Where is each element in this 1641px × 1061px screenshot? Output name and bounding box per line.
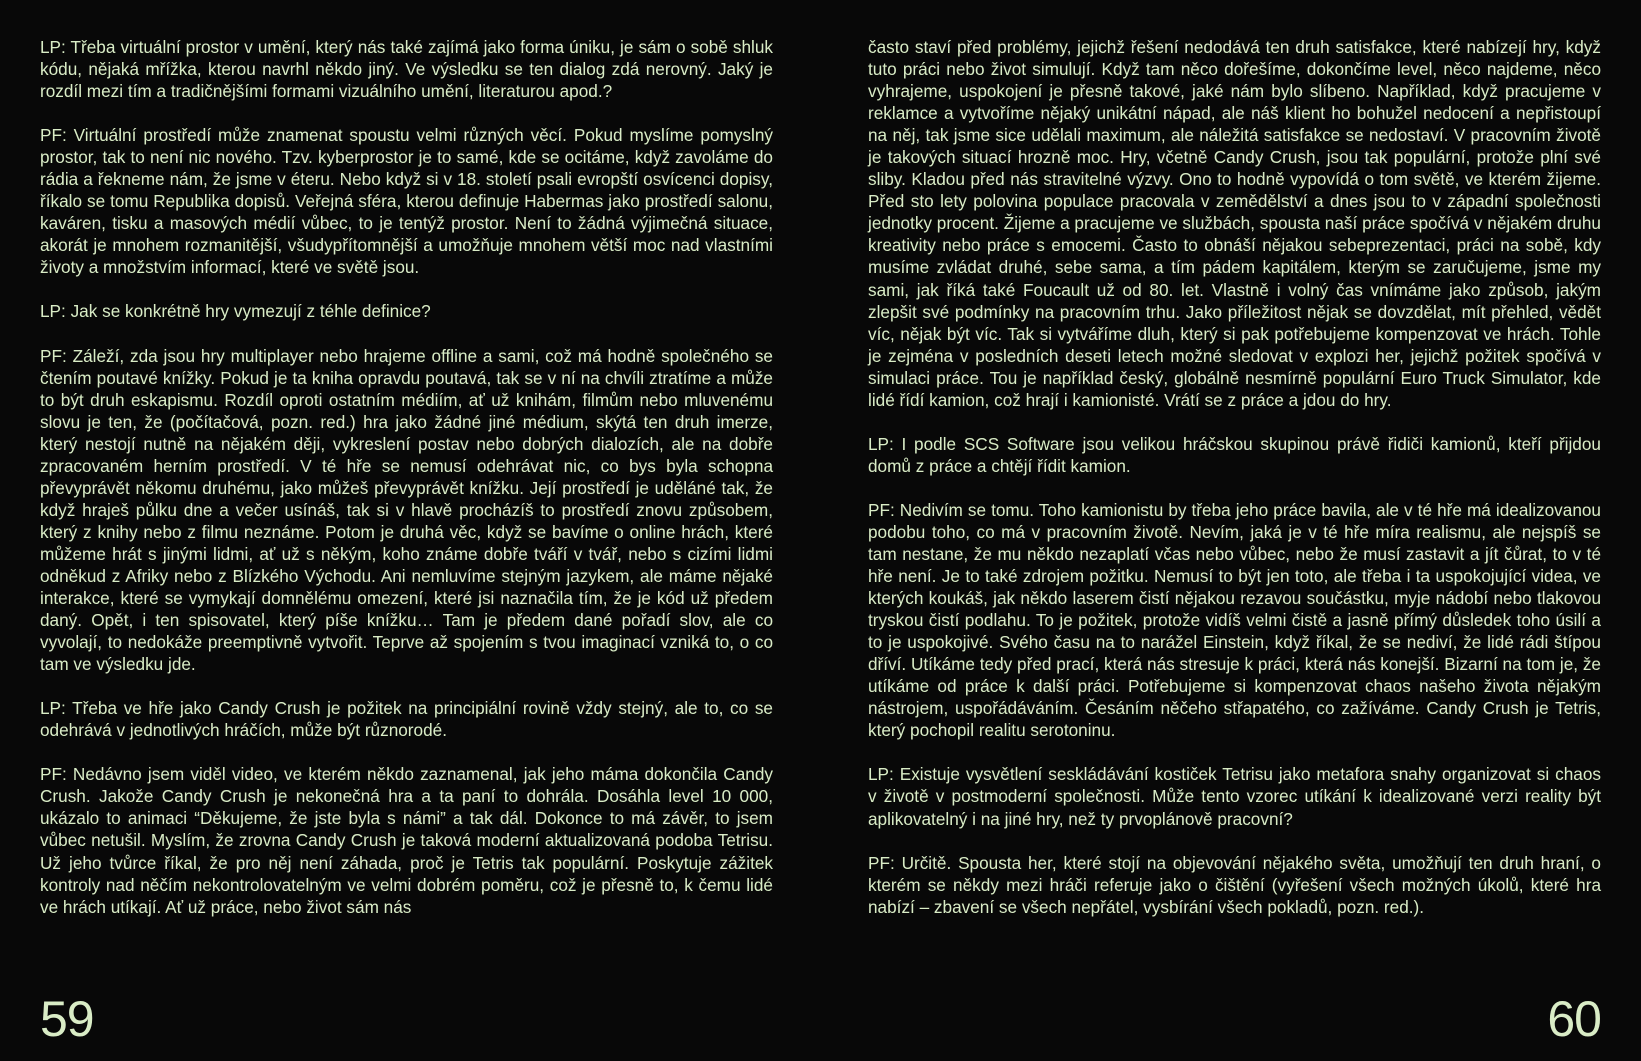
paragraph: PF: Nedávno jsem viděl video, ve kterém někdo zaznamenal, jak jeho máma dokončila Candy Crush. Jakože Candy Crush je nekonečná hra a ta paní to dohrála. Dosáhla level 10 000, ukázalo to animaci “Děkujeme, že jste byla s námi” a tak dál. Dokonce to má závěr, to jsem vůbec netušil. Myslím, že zrovna Candy Crush je taková moderní aktualizovaná podoba Tetrisu. Už jeho tvůrce říkal, že pro něj není záhada, proč je Tetris tak populární. Poskytuje zážitek kontroly nad něčím nekontrolovatelným ve velmi dobrém poměru, což je přesně to, k čemu lidé ve hrách utíkají. Ať už práce, nebo život sám nás <box>40 764 773 917</box>
paragraph: PF: Nedivím se tomu. Toho kamionistu by třeba jeho práce bavila, ale v té hře má idealizovanou podobu toho, co má v pracovním životě. Nevím, jaká je v té hře míra realismu, ale nejspíš se tam nestane, že mu někdo nezaplatí včas nebo vůbec, nebo že musí zastavit a jít čůrat, to v té hře není. Je to také zdrojem požitku. Nemusí to být jen toto, ale třeba i ta uspokojující videa, ve kterých koukáš, jak někdo laserem čistí nějakou rezavou součástku, myje nádobí nebo tlakovou tryskou čistí podlahu. To je požitek, protože vidíš velmi čistě a jasně přímý důsledek toho úsilí a to je uspokojivé. Svého času na to narážel Einstein, když říkal, že se nediví, že lidé rádi štípou dříví. Utíkáme tedy před prací, která nás stresuje k práci, která nás konejší. Bizarní na tom je, že utíkáme od práce k další práci. Potřebujeme si kompenzovat chaos našeho života nějakým nástrojem, uspořádáváním. Česáním něčeho střapatého, co zažíváme. Candy Crush je Tetris, který pochopil realitu serotoninu. <box>868 499 1601 741</box>
paragraph: LP: I podle SCS Software jsou velikou hráčskou skupinou právě řidiči kamionů, kteří přijdou domů z práce a chtějí řídit kamion. <box>868 433 1601 476</box>
paragraph: LP: Třeba virtuální prostor v umění, který nás také zajímá jako forma úniku, je sám o sobě shluk kódu, nějaká mřížka, kterou navrhl někdo jiný. Ve výsledku se ten dialog zdá nerovný. Jaký je rozdíl mezi tím a tradičnějšími formami vizuálního umění, literaturou apod.? <box>40 37 773 102</box>
right-page-text <box>868 36 1601 940</box>
paragraph: LP: Třeba ve hře jako Candy Crush je požitek na principiální rovině vždy stejný, ale to, co se odehrává v jednotlivých hráčích, může být různorodé. <box>40 698 773 741</box>
paragraph: PF: Záleží, zda jsou hry multiplayer nebo hrajeme offline a sami, což má hodně společného se čtením poutavé knížky. Pokud je ta kniha opravdu poutavá, tak se v ní na chvíli ztratíme a může to být druh eskapismu. Rozdíl oproti ostatním médiím, ať už knihám, filmům nebo mluvenému slovu je ten, že (počítačová, pozn. red.) hra jako žádné jiné médium, skýtá ten druh imerze, který nestojí nutně na nějakém ději, vykreslení postav nebo dobrých dialozích, ale na dobře zpracovaném herním prostředí. V té hře se nemusí odehrávat nic, co bys byla schopna převyprávět někomu druhému, jako můžeš převyprávět knížku. Její prostředí je uděláné tak, že když hraješ půlku dne a večer usínáš, tak si v hlavě procházíš to prostředí znovu způsobem, který z knihy nebo z filmu neznáme. Potom je druhá věc, když se bavíme o online hrách, které můžeme hrát s jinými lidmi, ať už s někým, koho známe dobře tváří v tvář, nebo s cizími lidmi odněkud z Afriky nebo z Blízkého Východu. Ani nemluvíme stejným jazykem, ale máme nějaké interakce, které se vymykají domnělému omezení, které jsi naznačila tím, že je kód už předem daný. Opět, i ten spisovatel, který píše knížku… Tam je předem dané pořadí slov, ale co vyvolají, to nedokáže preemptivně vytvořit. Teprve až spojením s tvou imaginací vzniká to, o co tam ve výsledku jde. <box>40 345 773 675</box>
paragraph: LP: Jak se konkrétně hry vymezují z téhle definice? <box>40 301 431 322</box>
paragraph: PF: Určitě. Spousta her, které stojí na objevování nějakého světa, umožňují ten druh hraní, o kterém se někdy mezi hráči referuje jako o čištění (vyřešení všech možných úkolů, které hra nabízí – zbavení se všech nepřátel, vysbírání všech pokladů, pozn. red.). <box>868 852 1601 917</box>
paragraph: PF: Virtuální prostředí může znamenat spoustu velmi různých věcí. Pokud myslíme pomyslný prostor, tak to není nic nového. Tzv. kyberprostor je to samé, kde se ocitáme, když zavoláme do rádia a řekneme nám, že jsme v éteru. Nebo když si v 18. století psali evropští osvícenci dopisy, říkalo se tomu Republika dopisů. Veřejná sféra, kterou definuje Habermas jako prostředí salonu, kaváren, tisku a masových médií vůbec, to je tentýž prostor. Není to žádná výjimečná situace, akorát je mnohem rozmanitější, všudypřítomnější a umožňuje mnohem větší moc nad vlastními životy a množstvím informací, které ve světě jsou. <box>40 125 773 278</box>
left-page-text <box>40 36 773 940</box>
page-number-left: 59 <box>40 991 94 1047</box>
paragraph: LP: Existuje vysvětlení seskládávání kostiček Tetrisu jako metafora snahy organizovat si chaos v životě v postmoderní společnosti. Může tento vzorec utíkání k idealizované verzi reality být aplikovatelný i na jiné hry, než ty prvoplánově pracovní? <box>868 764 1601 829</box>
paragraph: často staví před problémy, jejichž řešení nedodává ten druh satisfakce, které nabízejí hry, když tuto práci nebo život simulují. Když tam něco dořešíme, dokončíme level, něco najdeme, něco vyhrajeme, uspokojení je přesně takové, jaké nám bylo slíbeno. Například, když pracujeme v reklamce a vytvoříme nějaký unikátní nápad, ale náš klient ho bohužel nedocení a nepřistoupí na něj, tak jsme sice udělali maximum, ale náležitá satisfakce se nedostaví. V pracovním životě je takových situací hrozně moc. Hry, včetně Candy Crush, jsou tak populární, protože plní své sliby. Kladou před nás stravitelné výzvy. Ono to hodně vypovídá o tom světě, ve kterém žijeme. Před sto lety polovina populace pracovala v zemědělství a dnes jsou to v západní společnosti jednotky procent. Žijeme a pracujeme ve službách, spousta naší práce spočívá v nějakém druhu kreativity nebo práce s emocemi. Často to obnáší nějakou sebeprezentaci, práci na sobě, kdy musíme zvládat druhé, sebe sama, a tím pádem kapitálem, kterým se zaručujeme, jsme my sami, jak říká také Foucault už od 80. let. Vlastně i volný čas vnímáme jako způsob, jakým zlepšit své podmínky na pracovním trhu. Jako příležitost nějak se dovzdělat, mít přehled, vědět víc, nějak být víc. Tak si vytváříme dluh, který si pak potřebujeme kompenzovat ve hrách. Tohle je zejména v posledních deseti letech možné sledovat v explozi her, jejichž požitek spočívá v simulaci práce. Tou je například český, globálně nesmírně populární Euro Truck Simulator, kde lidé řídí kamion, což hrají i kamionisté. Vrátí se z práce a jdou do hry. <box>868 37 1601 410</box>
page-number-right: 60 <box>1547 991 1601 1047</box>
